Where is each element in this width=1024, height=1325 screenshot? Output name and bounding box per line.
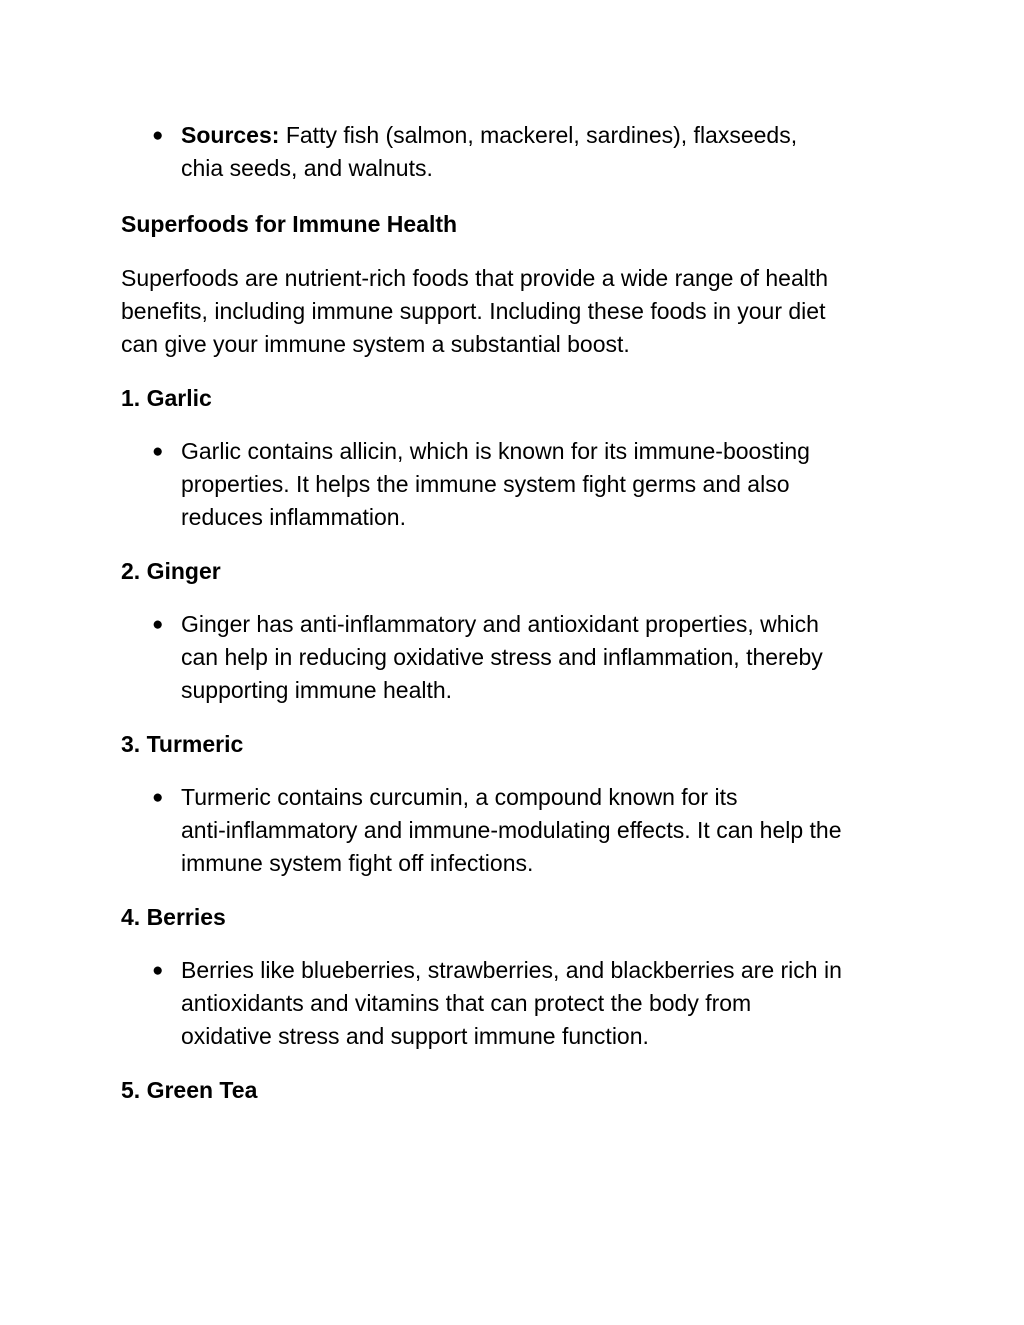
berries-line-2: antioxidants and vitamins that can protect the body from xyxy=(181,990,752,1016)
bullet-icon: ● xyxy=(152,787,164,808)
bullet-icon: ● xyxy=(152,960,164,981)
sources-line-2: chia seeds, and walnuts. xyxy=(181,155,433,181)
garlic-line-2: properties. It helps the immune system fight germs and also xyxy=(181,471,790,497)
garlic-line-1: Garlic contains allicin, which is known for its immune-boosting xyxy=(181,438,810,464)
berries-text xyxy=(181,954,911,1053)
turmeric-line-1: Turmeric contains curcumin, a compound known for its xyxy=(181,784,738,810)
ginger-text xyxy=(181,608,911,707)
item-heading-turmeric: 3. Turmeric xyxy=(121,731,244,757)
intro-line-1: Superfoods are nutrient-rich foods that provide a wide range of health xyxy=(121,265,829,291)
intro-line-3: can give your immune system a substantial boost. xyxy=(121,331,630,357)
intro-line-2: benefits, including immune support. Including these foods in your diet xyxy=(121,298,826,324)
berries-line-1: Berries like blueberries, strawberries, and blackberries are rich in xyxy=(181,957,842,983)
item-heading-berries: 4. Berries xyxy=(121,904,226,930)
sources-line-1: Fatty fish (salmon, mackerel, sardines), flaxseeds, xyxy=(285,122,798,148)
item-heading-green-tea: 5. Green Tea xyxy=(121,1077,258,1103)
sources-label: Sources: xyxy=(181,122,280,148)
ginger-line-2: can help in reducing oxidative stress and inflammation, thereby xyxy=(181,644,823,670)
item-heading-garlic: 1. Garlic xyxy=(121,385,212,411)
sources-text xyxy=(181,119,911,185)
item-heading-ginger: 2. Ginger xyxy=(121,558,221,584)
berries-line-3: oxidative stress and support immune function. xyxy=(181,1023,649,1049)
bullet-icon: ● xyxy=(152,614,164,635)
turmeric-line-2: anti-inflammatory and immune-modulating effects. It can help the xyxy=(181,817,842,843)
intro-paragraph xyxy=(121,262,911,361)
garlic-text xyxy=(181,435,911,534)
garlic-line-3: reduces inflammation. xyxy=(181,504,406,530)
turmeric-line-3: immune system fight off infections. xyxy=(181,850,534,876)
bullet-icon: ● xyxy=(152,441,164,462)
bullet-icon: ● xyxy=(152,125,164,146)
ginger-line-3: supporting immune health. xyxy=(181,677,453,703)
ginger-line-1: Ginger has anti-inflammatory and antioxidant properties, which xyxy=(181,611,819,637)
turmeric-text xyxy=(181,781,911,880)
section-title: Superfoods for Immune Health xyxy=(121,211,458,237)
